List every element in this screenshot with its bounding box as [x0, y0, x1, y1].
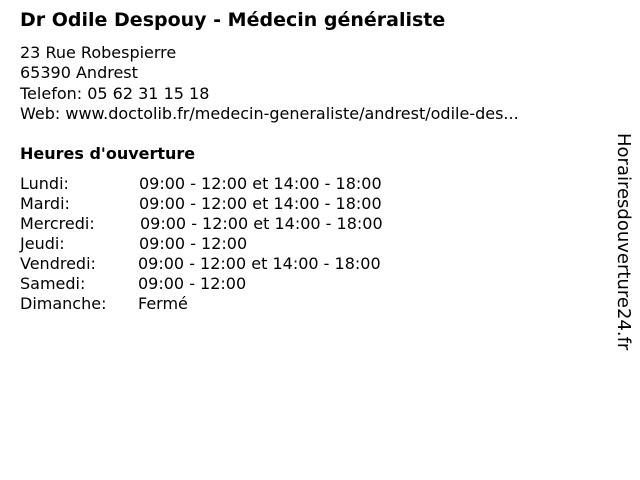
site-watermark: Horairesdouverture24.fr [613, 133, 634, 351]
time-range: 09:00 - 12:00 et 14:00 - 18:00 [139, 174, 382, 193]
day-label: Vendredi: [20, 254, 96, 273]
time-range: Fermé [138, 294, 188, 313]
city-line: 65390 Andrest [20, 63, 138, 83]
time-range: 09:00 - 12:00 [138, 274, 247, 293]
day-label: Mercredi: [20, 214, 95, 233]
time-range: 09:00 - 12:00 [139, 234, 248, 253]
time-range: 09:00 - 12:00 et 14:00 - 18:00 [138, 254, 381, 273]
day-label: Lundi: [20, 174, 69, 193]
street-address: 23 Rue Robespierre [20, 43, 177, 62]
phone-line: Telefon: 05 62 31 15 18 [20, 83, 210, 103]
page-title: Dr Odile Despouy - Médecin généraliste [20, 9, 446, 31]
day-label: Dimanche: [20, 294, 107, 313]
website-line: Web: www.doctolib.fr/medecin-generaliste/andrest/odile-des... [20, 103, 519, 123]
address-block [20, 43, 519, 124]
day-label: Jeudi: [20, 234, 65, 253]
opening-hours-heading: Heures d'ouverture [20, 144, 196, 163]
day-label: Samedi: [20, 274, 86, 293]
time-range: 09:00 - 12:00 et 14:00 - 18:00 [139, 194, 382, 213]
day-label: Mardi: [20, 194, 70, 213]
time-range: 09:00 - 12:00 et 14:00 - 18:00 [140, 214, 383, 233]
